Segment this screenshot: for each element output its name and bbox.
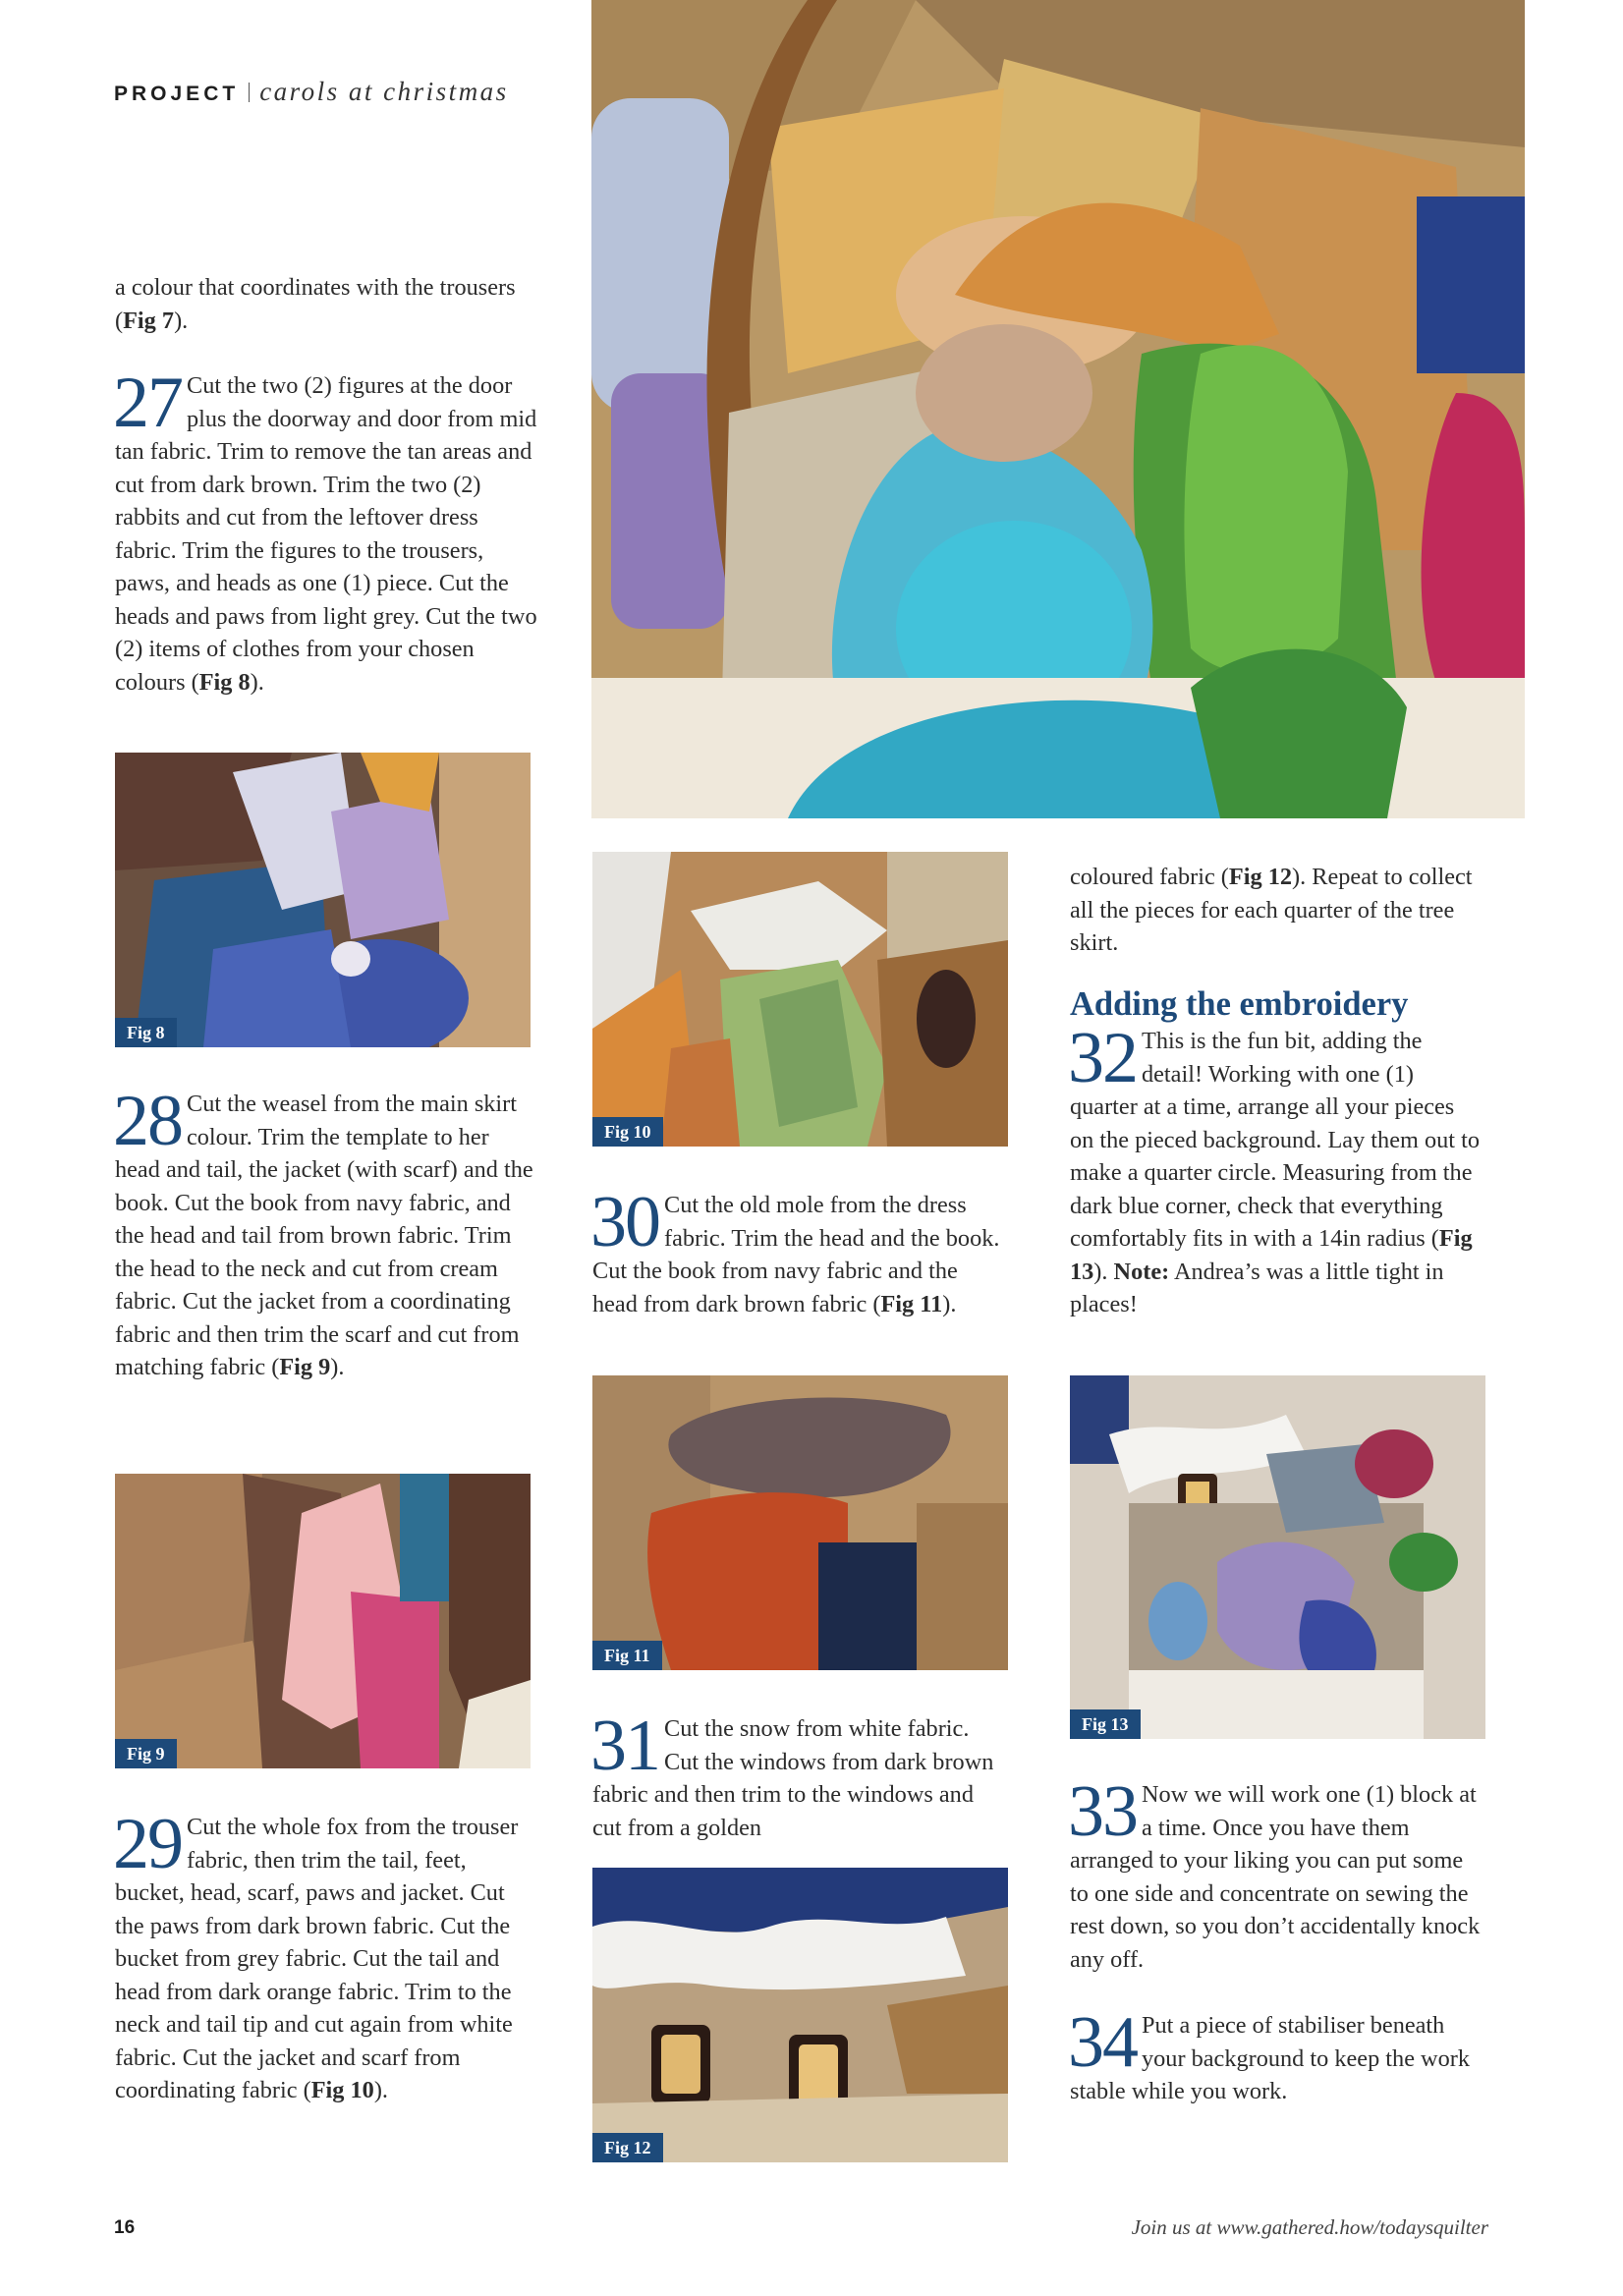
column-3-intro xyxy=(1070,861,1483,960)
column-1-intro xyxy=(115,271,537,337)
fig-ref: Fig 7 xyxy=(123,307,175,334)
section-label: PROJECT xyxy=(114,83,240,105)
figure-caption: Fig 8 xyxy=(115,1018,177,1047)
step-31 xyxy=(590,1706,1005,1844)
step-number: 34 xyxy=(1068,2002,1137,2083)
step-text-end: ). xyxy=(330,1354,345,1380)
figure-caption: Fig 13 xyxy=(1070,1709,1141,1739)
step-30 xyxy=(590,1182,1005,1320)
figure-caption: Fig 10 xyxy=(592,1117,663,1147)
step-text: Cut the two (2) figures at the door plus the doorway and door from mid tan fabric. Trim to remove the tan areas and cut from dark brown. Trim the two (2) rabbits and cut from the leftover dress fabric. Trim the figures to the trousers, paws, and heads as one (1) piece. Cut the heads and paws from light grey. Cut the two (2) items of clothes from your chosen colours ( xyxy=(115,372,537,696)
running-header xyxy=(114,77,509,107)
step-34 xyxy=(1068,2002,1483,2108)
figure-13-photo xyxy=(1070,1375,1485,1739)
step-28 xyxy=(113,1081,537,1384)
step-number: 32 xyxy=(1068,1018,1137,1098)
fig-ref: Fig 10 xyxy=(310,2077,374,2103)
step-number: 27 xyxy=(113,363,182,443)
step-number: 28 xyxy=(113,1081,182,1161)
step-32 xyxy=(1068,1018,1483,1321)
step-number: 30 xyxy=(590,1182,659,1262)
step-text-end: ). xyxy=(373,2077,388,2103)
step-27 xyxy=(113,363,537,699)
intro-text-end: ). xyxy=(174,307,189,334)
step-text: This is the fun bit, adding the detail! Working with one (1) quarter at a time, arrange all your pieces on the pieced background. Lay them out to make a quarter circle. Measuring from the dark blue corner, check that everything comfortably fits in with a 14in radius ( xyxy=(1070,1028,1480,1252)
step-text-mid: ). xyxy=(1093,1258,1114,1285)
step-text: Cut the weasel from the main skirt colour. Trim the template to her head and tail, the jacket (with scarf) and the book. Cut the book from navy fabric, and the head and tail from brown fabric. Trim the head to the neck and cut from cream fabric. Cut the jacket from a coordinating fabric and then trim the scarf and cut from matching fabric ( xyxy=(115,1091,533,1380)
divider xyxy=(249,83,250,102)
step-number: 31 xyxy=(590,1706,659,1786)
figure-caption: Fig 12 xyxy=(592,2133,663,2162)
step-text: Now we will work one (1) block at a time. Once you have them arranged to your liking you can put some to one side and concentrate on sewing the rest down, so you don’t accidentally knock any off. xyxy=(1070,1781,1481,1973)
figure-8-photo xyxy=(115,753,531,1047)
note-label: Note: xyxy=(1113,1258,1170,1285)
step-number: 33 xyxy=(1068,1771,1137,1852)
figure-9-photo xyxy=(115,1474,531,1768)
step-text: Cut the whole fox from the trouser fabric, then trim the tail, feet, bucket, head, scarf, paws and jacket. Cut the paws from dark brown fabric. Cut the bucket from grey fabric. Cut the tail and head from dark orange fabric. Trim to the neck and tail tip and cut again from white fabric. Cut the jacket and scarf from coordinating fabric ( xyxy=(115,1814,519,2103)
figure-10-photo xyxy=(592,852,1008,1147)
figure-11-photo xyxy=(592,1375,1008,1670)
figure-caption: Fig 9 xyxy=(115,1739,177,1768)
step-text: Cut the snow from white fabric. Cut the windows from dark brown fabric and then trim to the windows and cut from a golden xyxy=(592,1715,994,1841)
continued-text: coloured fabric ( xyxy=(1070,864,1229,890)
step-number: 29 xyxy=(113,1804,182,1884)
hero-embroidery-photo xyxy=(591,0,1525,818)
step-text: Cut the old mole from the dress fabric. Trim the head and the book. Cut the book from navy fabric and the head from dark brown fabric ( xyxy=(592,1192,1000,1317)
fig-ref: Fig 12 xyxy=(1228,864,1293,890)
figure-12-photo xyxy=(592,1868,1008,2162)
section-heading: Adding the embroidery xyxy=(1070,985,1409,1023)
footer-link[interactable]: Join us at www.gathered.how/todaysquilter xyxy=(1131,2215,1488,2239)
fig-ref: Fig 13 xyxy=(1070,1225,1473,1285)
step-text-end: ). xyxy=(942,1290,957,1317)
step-33 xyxy=(1068,1771,1483,1976)
fig-ref: Fig 11 xyxy=(880,1290,943,1317)
continued-text-end: ). Repeat to collect all the pieces for each quarter of the tree skirt. xyxy=(1070,864,1473,956)
fig-ref: Fig 9 xyxy=(279,1354,331,1380)
step-text: Put a piece of stabiliser beneath your background to keep the work stable while you work. xyxy=(1070,2012,1470,2104)
fig-ref: Fig 8 xyxy=(198,668,251,696)
step-text-end: ). xyxy=(250,668,264,696)
step-29 xyxy=(113,1804,537,2107)
step-text-end: Andrea’s was a little tight in places! xyxy=(1070,1258,1444,1317)
figure-caption: Fig 11 xyxy=(592,1641,662,1670)
intro-text: a colour that coordinates with the trousers ( xyxy=(115,274,516,334)
page-number: 16 xyxy=(114,2217,136,2238)
article-title: carols at christmas xyxy=(259,77,509,106)
